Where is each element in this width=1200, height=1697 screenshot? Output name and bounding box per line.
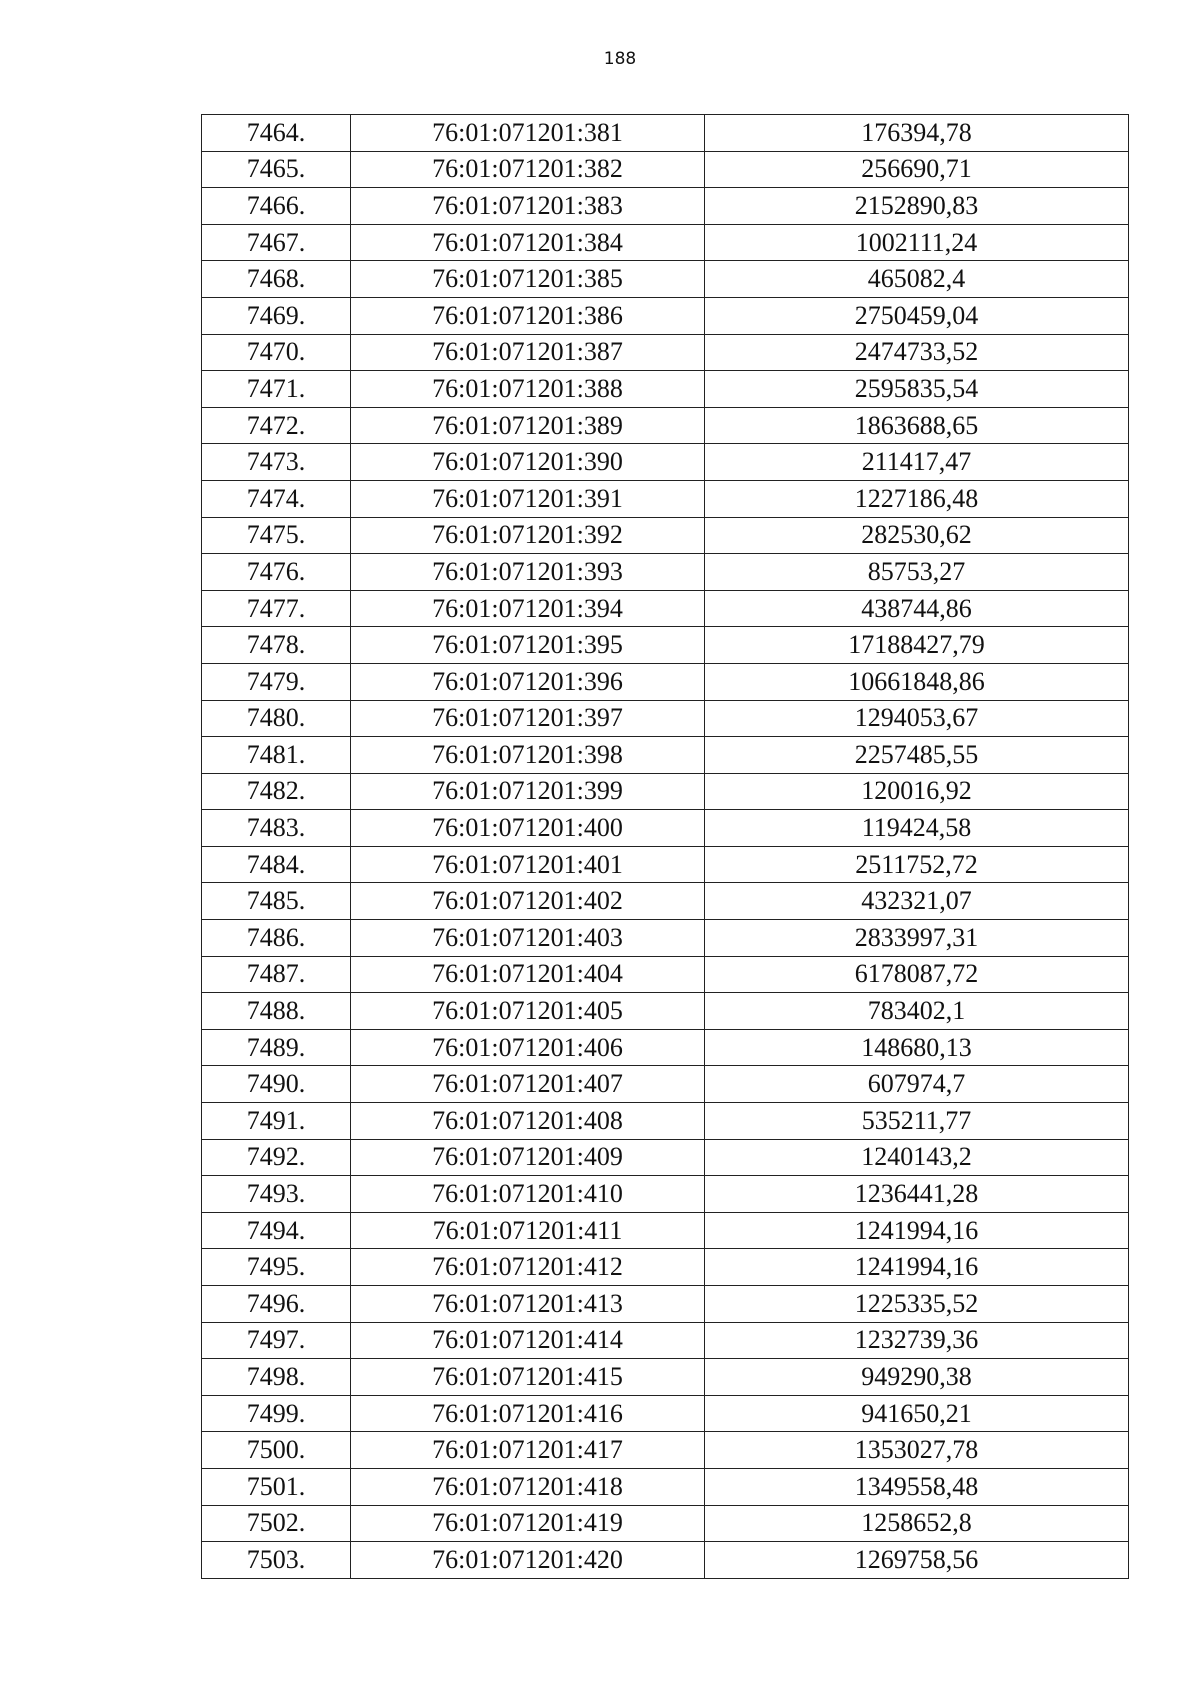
cadastral-number-cell: 76:01:071201:394 <box>351 590 705 627</box>
cadastral-number-cell: 76:01:071201:388 <box>351 371 705 408</box>
table-row <box>202 1432 1129 1469</box>
value-cell: 465082,4 <box>705 261 1129 298</box>
cadastral-number-cell: 76:01:071201:391 <box>351 480 705 517</box>
table-row <box>202 1029 1129 1066</box>
table-row <box>202 115 1129 152</box>
row-number-cell: 7477. <box>202 590 351 627</box>
row-number-cell: 7503. <box>202 1542 351 1579</box>
table-row <box>202 1359 1129 1396</box>
table-row <box>202 407 1129 444</box>
row-number-cell: 7466. <box>202 188 351 225</box>
value-cell: 535211,77 <box>705 1103 1129 1140</box>
value-cell: 1227186,48 <box>705 480 1129 517</box>
cadastral-number-cell: 76:01:071201:418 <box>351 1468 705 1505</box>
cadastral-number-cell: 76:01:071201:400 <box>351 810 705 847</box>
cadastral-number-cell: 76:01:071201:399 <box>351 773 705 810</box>
cadastral-number-cell: 76:01:071201:402 <box>351 883 705 920</box>
table-body <box>202 115 1129 1579</box>
table-row <box>202 1176 1129 1213</box>
row-number-cell: 7481. <box>202 737 351 774</box>
table-row <box>202 517 1129 554</box>
row-number-cell: 7485. <box>202 883 351 920</box>
cadastral-number-cell: 76:01:071201:386 <box>351 297 705 334</box>
table-row <box>202 663 1129 700</box>
cadastral-number-cell: 76:01:071201:419 <box>351 1505 705 1542</box>
value-cell: 432321,07 <box>705 883 1129 920</box>
row-number-cell: 7479. <box>202 663 351 700</box>
table-row <box>202 737 1129 774</box>
row-number-cell: 7489. <box>202 1029 351 1066</box>
value-cell: 176394,78 <box>705 115 1129 152</box>
row-number-cell: 7501. <box>202 1468 351 1505</box>
cadastral-number-cell: 76:01:071201:413 <box>351 1286 705 1323</box>
row-number-cell: 7470. <box>202 334 351 371</box>
value-cell: 941650,21 <box>705 1395 1129 1432</box>
value-cell: 1241994,16 <box>705 1212 1129 1249</box>
table-row <box>202 334 1129 371</box>
row-number-cell: 7488. <box>202 993 351 1030</box>
cadastral-number-cell: 76:01:071201:416 <box>351 1395 705 1432</box>
value-cell: 2833997,31 <box>705 920 1129 957</box>
row-number-cell: 7499. <box>202 1395 351 1432</box>
cadastral-number-cell: 76:01:071201:392 <box>351 517 705 554</box>
value-cell: 1258652,8 <box>705 1505 1129 1542</box>
cadastral-number-cell: 76:01:071201:406 <box>351 1029 705 1066</box>
table-row <box>202 480 1129 517</box>
value-cell: 783402,1 <box>705 993 1129 1030</box>
row-number-cell: 7496. <box>202 1286 351 1323</box>
row-number-cell: 7476. <box>202 554 351 591</box>
cadastral-number-cell: 76:01:071201:396 <box>351 663 705 700</box>
cadastral-number-cell: 76:01:071201:417 <box>351 1432 705 1469</box>
table-row <box>202 773 1129 810</box>
value-cell: 2474733,52 <box>705 334 1129 371</box>
value-cell: 1269758,56 <box>705 1542 1129 1579</box>
value-cell: 1294053,67 <box>705 700 1129 737</box>
row-number-cell: 7480. <box>202 700 351 737</box>
row-number-cell: 7468. <box>202 261 351 298</box>
table-row <box>202 590 1129 627</box>
value-cell: 1241994,16 <box>705 1249 1129 1286</box>
cadastral-number-cell: 76:01:071201:404 <box>351 956 705 993</box>
value-cell: 1353027,78 <box>705 1432 1129 1469</box>
row-number-cell: 7491. <box>202 1103 351 1140</box>
cadastral-number-cell: 76:01:071201:403 <box>351 920 705 957</box>
value-cell: 438744,86 <box>705 590 1129 627</box>
table-row <box>202 810 1129 847</box>
value-cell: 256690,71 <box>705 151 1129 188</box>
row-number-cell: 7467. <box>202 224 351 261</box>
cadastral-number-cell: 76:01:071201:389 <box>351 407 705 444</box>
cadastral-value-table <box>201 114 1129 1579</box>
cadastral-number-cell: 76:01:071201:387 <box>351 334 705 371</box>
cadastral-number-cell: 76:01:071201:409 <box>351 1139 705 1176</box>
row-number-cell: 7475. <box>202 517 351 554</box>
cadastral-number-cell: 76:01:071201:382 <box>351 151 705 188</box>
table-row <box>202 371 1129 408</box>
row-number-cell: 7497. <box>202 1322 351 1359</box>
table-row <box>202 846 1129 883</box>
row-number-cell: 7472. <box>202 407 351 444</box>
table-row <box>202 261 1129 298</box>
cadastral-number-cell: 76:01:071201:414 <box>351 1322 705 1359</box>
page-number: 188 <box>603 49 637 69</box>
value-cell: 1232739,36 <box>705 1322 1129 1359</box>
value-cell: 148680,13 <box>705 1029 1129 1066</box>
table-row <box>202 883 1129 920</box>
cadastral-number-cell: 76:01:071201:410 <box>351 1176 705 1213</box>
table-row <box>202 1066 1129 1103</box>
cadastral-number-cell: 76:01:071201:395 <box>351 627 705 664</box>
cadastral-number-cell: 76:01:071201:381 <box>351 115 705 152</box>
value-cell: 1863688,65 <box>705 407 1129 444</box>
table-row <box>202 993 1129 1030</box>
table-row <box>202 920 1129 957</box>
table-row <box>202 1103 1129 1140</box>
value-cell: 282530,62 <box>705 517 1129 554</box>
value-cell: 2511752,72 <box>705 846 1129 883</box>
row-number-cell: 7464. <box>202 115 351 152</box>
cadastral-number-cell: 76:01:071201:407 <box>351 1066 705 1103</box>
value-cell: 2257485,55 <box>705 737 1129 774</box>
cadastral-number-cell: 76:01:071201:384 <box>351 224 705 261</box>
table-row <box>202 188 1129 225</box>
value-cell: 119424,58 <box>705 810 1129 847</box>
cadastral-number-cell: 76:01:071201:385 <box>351 261 705 298</box>
row-number-cell: 7471. <box>202 371 351 408</box>
row-number-cell: 7498. <box>202 1359 351 1396</box>
table-row <box>202 444 1129 481</box>
table-row <box>202 1212 1129 1249</box>
cadastral-number-cell: 76:01:071201:405 <box>351 993 705 1030</box>
table-row <box>202 956 1129 993</box>
row-number-cell: 7492. <box>202 1139 351 1176</box>
value-cell: 2595835,54 <box>705 371 1129 408</box>
value-cell: 85753,27 <box>705 554 1129 591</box>
value-cell: 6178087,72 <box>705 956 1129 993</box>
table-row <box>202 1249 1129 1286</box>
row-number-cell: 7465. <box>202 151 351 188</box>
value-cell: 17188427,79 <box>705 627 1129 664</box>
table-row <box>202 1542 1129 1579</box>
cadastral-number-cell: 76:01:071201:390 <box>351 444 705 481</box>
table-row <box>202 1322 1129 1359</box>
cadastral-number-cell: 76:01:071201:411 <box>351 1212 705 1249</box>
cadastral-number-cell: 76:01:071201:408 <box>351 1103 705 1140</box>
table-row <box>202 224 1129 261</box>
value-cell: 1225335,52 <box>705 1286 1129 1323</box>
cadastral-number-cell: 76:01:071201:401 <box>351 846 705 883</box>
row-number-cell: 7469. <box>202 297 351 334</box>
value-cell: 10661848,86 <box>705 663 1129 700</box>
row-number-cell: 7493. <box>202 1176 351 1213</box>
value-cell: 607974,7 <box>705 1066 1129 1103</box>
value-cell: 1236441,28 <box>705 1176 1129 1213</box>
cadastral-number-cell: 76:01:071201:420 <box>351 1542 705 1579</box>
table-row <box>202 1468 1129 1505</box>
row-number-cell: 7474. <box>202 480 351 517</box>
table-row <box>202 1139 1129 1176</box>
value-cell: 1002111,24 <box>705 224 1129 261</box>
table-row <box>202 1286 1129 1323</box>
cadastral-number-cell: 76:01:071201:383 <box>351 188 705 225</box>
value-cell: 211417,47 <box>705 444 1129 481</box>
cadastral-number-cell: 76:01:071201:393 <box>351 554 705 591</box>
row-number-cell: 7502. <box>202 1505 351 1542</box>
row-number-cell: 7483. <box>202 810 351 847</box>
table-row <box>202 1505 1129 1542</box>
cadastral-number-cell: 76:01:071201:415 <box>351 1359 705 1396</box>
value-cell: 1240143,2 <box>705 1139 1129 1176</box>
value-cell: 120016,92 <box>705 773 1129 810</box>
value-cell: 2750459,04 <box>705 297 1129 334</box>
row-number-cell: 7486. <box>202 920 351 957</box>
cadastral-number-cell: 76:01:071201:412 <box>351 1249 705 1286</box>
row-number-cell: 7484. <box>202 846 351 883</box>
row-number-cell: 7473. <box>202 444 351 481</box>
value-cell: 949290,38 <box>705 1359 1129 1396</box>
row-number-cell: 7482. <box>202 773 351 810</box>
cadastral-number-cell: 76:01:071201:397 <box>351 700 705 737</box>
table-row <box>202 151 1129 188</box>
row-number-cell: 7478. <box>202 627 351 664</box>
table-row <box>202 554 1129 591</box>
value-cell: 1349558,48 <box>705 1468 1129 1505</box>
row-number-cell: 7500. <box>202 1432 351 1469</box>
row-number-cell: 7495. <box>202 1249 351 1286</box>
row-number-cell: 7494. <box>202 1212 351 1249</box>
table-row <box>202 1395 1129 1432</box>
table-row <box>202 297 1129 334</box>
cadastral-number-cell: 76:01:071201:398 <box>351 737 705 774</box>
value-cell: 2152890,83 <box>705 188 1129 225</box>
row-number-cell: 7487. <box>202 956 351 993</box>
row-number-cell: 7490. <box>202 1066 351 1103</box>
table-row <box>202 627 1129 664</box>
table-row <box>202 700 1129 737</box>
